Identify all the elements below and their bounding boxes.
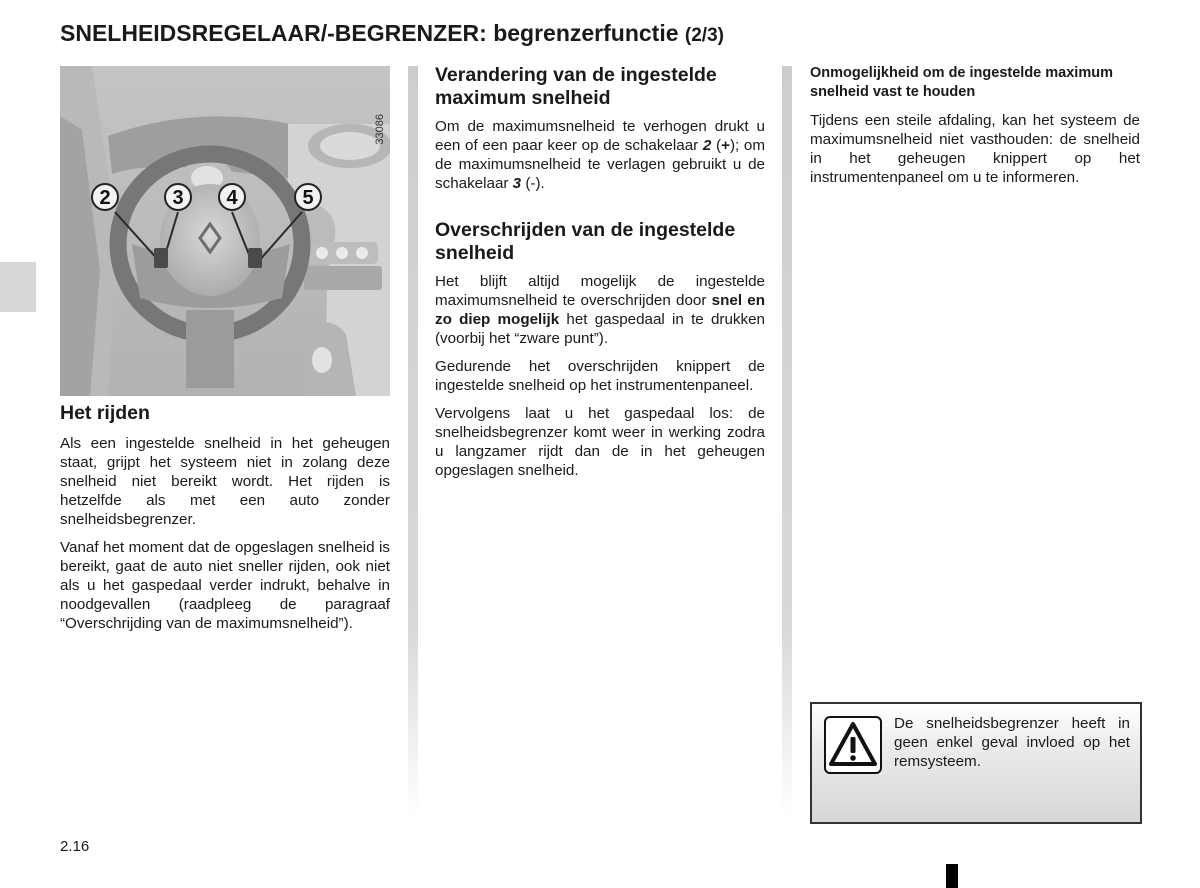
- column-divider-left: [408, 66, 418, 816]
- steering-wheel-illustration: [60, 66, 390, 396]
- print-mark: [946, 864, 958, 888]
- callout-5-label: 5: [302, 187, 314, 209]
- change-speed-heading: Verandering van de ingestelde maximum snelheid: [435, 64, 717, 109]
- page-title-text: SNELHEIDSREGELAAR/-BEGRENZER: begrenzerfunctie: [60, 20, 679, 46]
- exceed-text-1: Het blijft altijd mogelijk de ingestelde maximumsnelheid te overschrijden door: [435, 273, 765, 309]
- warning-text: De snelheidsbegrenzer heeft in geen enkel geval invloed op het remsysteem.: [894, 715, 1130, 770]
- callout-5: [295, 184, 321, 210]
- exceed-speed-heading: Overschrijden van de ingestelde snelheid: [435, 219, 736, 264]
- callout-4-label: 4: [226, 187, 238, 209]
- driving-paragraph-1: Als een ingestelde snelheid in het geheugen staat, grijpt het systeem niet in zolang deze snelheid niet bereikt wordt. Het rijden is hetzelfde als met een auto zonder snelheidsbegrenzer.: [60, 435, 390, 528]
- change-speed-text-paren: (: [711, 137, 722, 154]
- callout-2-label: 2: [99, 187, 111, 209]
- callout-2: [92, 184, 118, 210]
- page-title: [60, 20, 724, 47]
- exceed-text-2: het gaspedaal in te drukken (voorbij het “zware punt”).: [435, 311, 765, 347]
- driving-paragraph-2: Vanaf het moment dat de opgeslagen snelheid is bereikt, gaat de auto niet sneller rijden, ook niet als u het gaspedaal verder indrukt, behalve in noodgevallen (raadpleeg de paragraaf “Overschrijding van de maximumsnelheid”).: [60, 539, 390, 632]
- warning-box: [810, 702, 1142, 824]
- change-speed-text-3: (-).: [521, 175, 545, 192]
- page-fraction: (2/3): [684, 25, 724, 46]
- switch-3-ref: 3: [512, 175, 522, 192]
- middle-column: [435, 64, 765, 489]
- change-speed-text-1: Om de maximumsnelheid te verhogen drukt u een of een paar keer op de schakelaar: [435, 118, 765, 154]
- change-speed-paragraph: [435, 117, 765, 193]
- page-number: 2.16: [60, 838, 90, 855]
- warning-triangle-icon: [824, 716, 882, 774]
- exceed-paragraph-3: Vervolgens laat u het gaspedaal los: de snelheidsbegrenzer komt weer in werking zodra u langzamer rijdt dan de in het geheugen opgeslagen snelheid.: [435, 405, 765, 479]
- figure-code: 33086: [374, 114, 386, 145]
- switch-2-ref: 2: [702, 137, 712, 154]
- exceed-bold-text: snel en zo diep mogelijk: [435, 292, 765, 328]
- driving-heading: Het rijden: [60, 402, 150, 424]
- exceed-paragraph-2: Gedurende het overschrijden knippert de ingestelde snelheid op het instrumentenpaneel.: [435, 358, 765, 394]
- callout-3: [165, 184, 191, 210]
- impossibility-heading: Onmogelijkheid om de ingestelde maximum snelheid vast te houden: [810, 65, 1113, 100]
- column-divider-right: [782, 66, 792, 816]
- right-column: [810, 64, 1140, 196]
- plus-sign: +: [721, 137, 730, 154]
- chapter-tab: [0, 262, 36, 312]
- change-speed-text-2: ); om de maximumsnelheid te verlagen gebruikt u de schakelaar: [435, 137, 765, 192]
- exceed-paragraph-1: [435, 272, 765, 348]
- left-column: [60, 402, 390, 642]
- callout-4: [219, 184, 245, 210]
- callout-3-label: 3: [172, 187, 184, 209]
- impossibility-paragraph: Tijdens een steile afdaling, kan het systeem de maximumsnelheid niet vasthouden: de snelheid in het geheugen knippert op het instrumentenpaneel om u te informeren.: [810, 112, 1140, 186]
